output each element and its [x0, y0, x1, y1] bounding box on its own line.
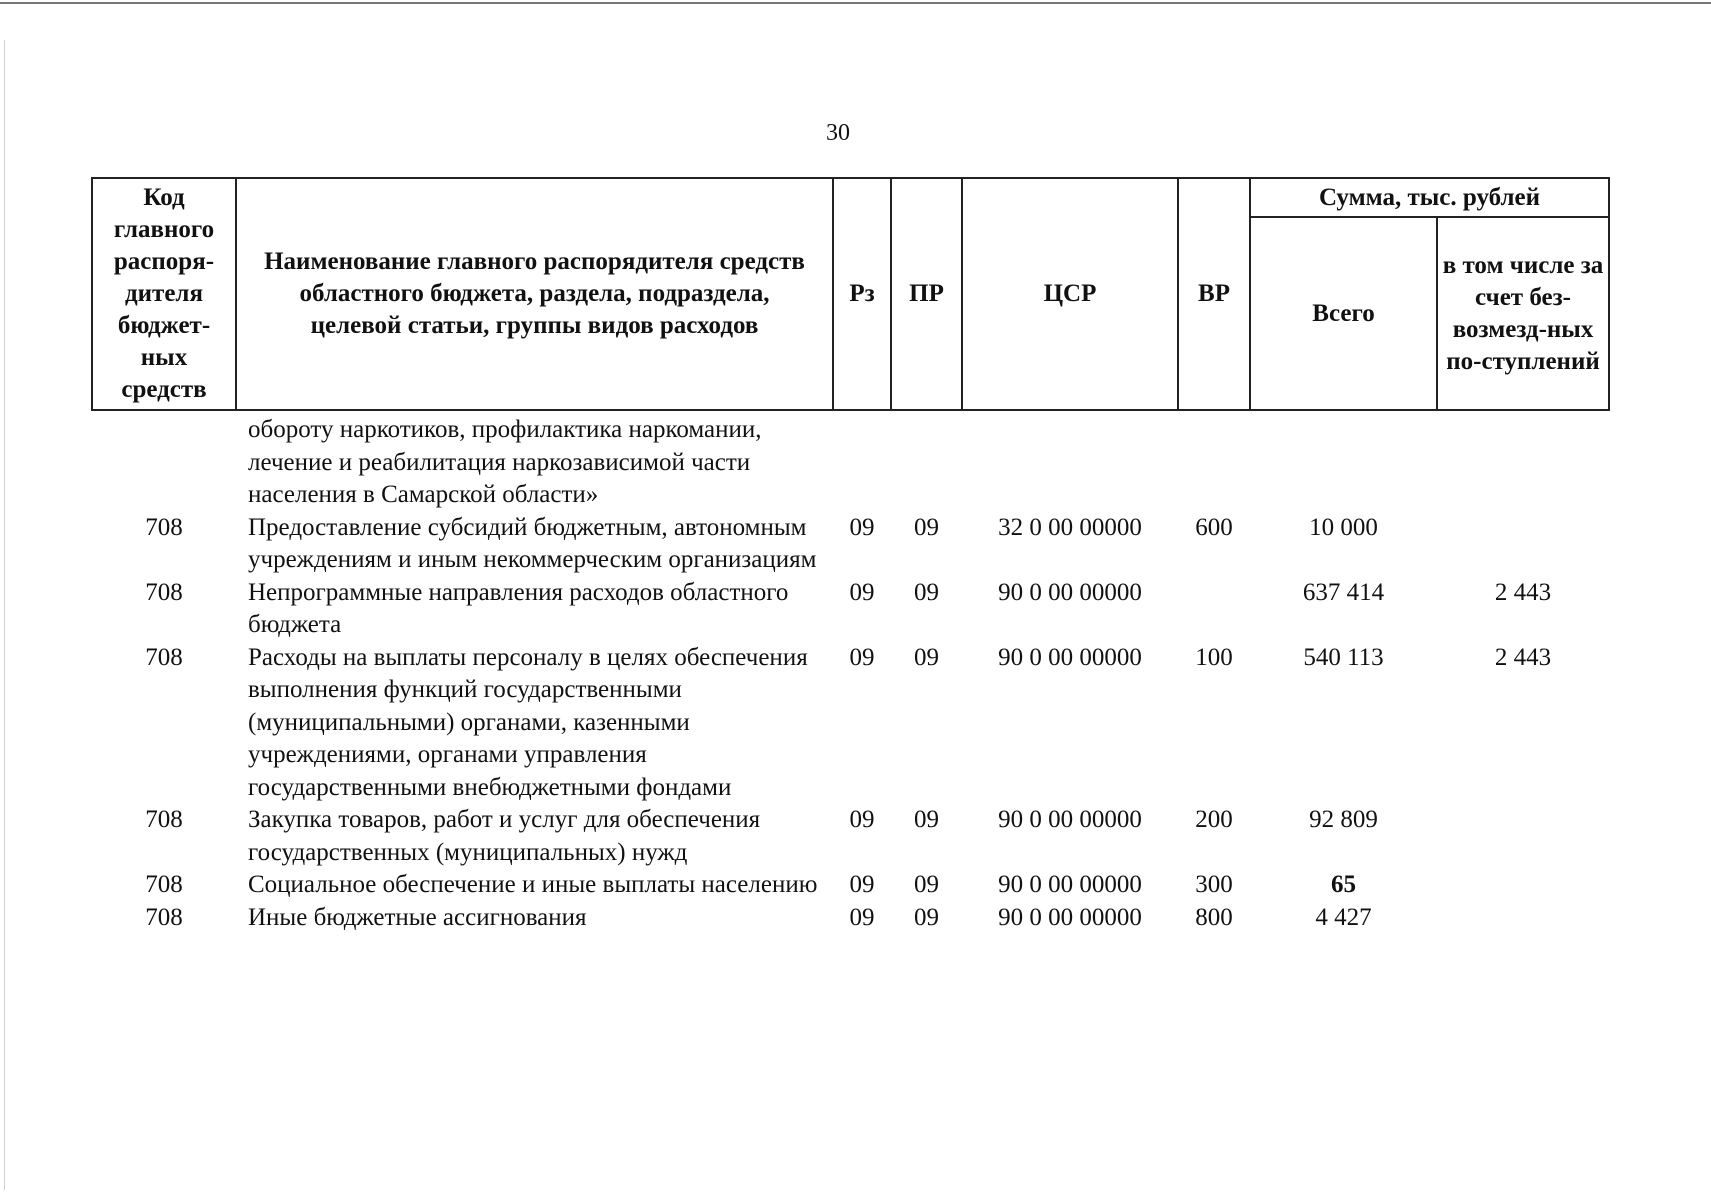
header-name: Наименование главного распорядителя средств областного бюджета, раздела, подраздела, целевой статьи, группы видов расходов	[236, 178, 833, 410]
cell-total: 10 000	[1309, 513, 1378, 541]
cell-pr: 09	[914, 903, 939, 931]
cell-csr: 90 0 00 00000	[998, 903, 1142, 931]
table-body	[92, 410, 1609, 934]
cell-free: 2 443	[1494, 643, 1552, 671]
header-pr: ПР	[891, 178, 962, 410]
cell-csr: 32 0 00 00000	[998, 513, 1142, 541]
cell-free: 2 443	[1494, 578, 1552, 606]
table-row	[92, 577, 1609, 642]
cell-name: обороту наркотиков, профилактика наркомании, лечение и реабилитация наркозависимой части населения в Самарской области»	[248, 416, 762, 508]
cell-code: 708	[145, 903, 183, 931]
cell-rz: 09	[849, 806, 875, 833]
cell-free	[1437, 902, 1609, 935]
table-row	[92, 804, 1609, 869]
cell-total: 4 427	[1315, 903, 1372, 931]
cell-csr: 90 0 00 00000	[998, 806, 1142, 833]
left-border-line	[4, 40, 5, 1190]
cell-free	[1437, 804, 1609, 869]
cell-rz: 09	[849, 578, 875, 606]
cell-code: 708	[145, 871, 183, 898]
cell-total: 637 414	[1302, 578, 1385, 606]
cell-code: 708	[145, 806, 183, 833]
cell-total: 92 809	[1309, 806, 1378, 833]
page-number: 30	[826, 120, 850, 146]
cell-free	[1437, 410, 1609, 512]
table-row	[92, 410, 1609, 512]
cell-rz: 09	[849, 903, 875, 931]
cell-code: 708	[145, 578, 183, 606]
header-free: в том числе за счет без-возмезд-ных по-ступлений	[1437, 217, 1609, 410]
cell-name: Иные бюджетные ассигнования	[248, 903, 587, 931]
cell-free	[1437, 512, 1609, 577]
cell-vr: 800	[1195, 903, 1233, 931]
table-row	[92, 512, 1609, 577]
cell-vr: 200	[1195, 806, 1233, 833]
cell-vr: 300	[1195, 871, 1233, 898]
cell-pr: 09	[914, 578, 939, 606]
header-code: Код главного распоря-дителя бюджет-ных средств	[92, 178, 236, 410]
budget-table	[91, 177, 1610, 934]
header-total: Всего	[1250, 217, 1437, 410]
cell-pr: 09	[914, 513, 939, 541]
header-vr: ВР	[1178, 178, 1250, 410]
cell-name: Расходы на выплаты персоналу в целях обеспечения выполнения функций государственными (муниципальными) органами, казенными учреждениями, органами управления государственными внебюджетными фондами	[248, 643, 808, 801]
cell-pr: 09	[914, 806, 939, 833]
header-rz: Рз	[833, 178, 891, 410]
cell-pr	[891, 410, 962, 512]
cell-total	[1250, 410, 1437, 512]
table-row	[92, 902, 1609, 935]
header-csr: ЦСР	[962, 178, 1178, 410]
table-row	[92, 642, 1609, 805]
cell-rz: 09	[849, 643, 875, 671]
cell-name: Социальное обеспечение и иные выплаты населению	[248, 871, 818, 898]
cell-pr: 09	[914, 643, 939, 671]
cell-code	[92, 410, 236, 512]
header-sum-group: Сумма, тыс. рублей	[1250, 178, 1609, 217]
table-header	[92, 178, 1609, 410]
cell-code: 708	[145, 643, 183, 671]
cell-code: 708	[145, 513, 183, 541]
cell-rz: 09	[849, 513, 875, 541]
cell-vr	[1178, 577, 1250, 642]
cell-vr	[1178, 410, 1250, 512]
cell-name: Предоставление субсидий бюджетным, автономным учреждениям и иным некоммерческим организациям	[248, 513, 817, 573]
cell-csr	[962, 410, 1178, 512]
cell-name: Непрограммные направления расходов областного бюджета	[248, 578, 789, 638]
cell-free	[1437, 869, 1609, 902]
cell-rz: 09	[849, 871, 875, 898]
cell-pr: 09	[914, 871, 939, 898]
cell-total: 65	[1331, 871, 1356, 898]
cell-csr: 90 0 00 00000	[998, 643, 1142, 671]
cell-rz	[833, 410, 891, 512]
table-row	[92, 869, 1609, 902]
top-border-line	[0, 2, 1711, 4]
cell-csr: 90 0 00 00000	[998, 871, 1142, 898]
cell-vr: 600	[1195, 513, 1233, 541]
cell-name: Закупка товаров, работ и услуг для обеспечения государственных (муниципальных) нужд	[248, 806, 761, 866]
cell-vr: 100	[1195, 643, 1233, 671]
cell-csr: 90 0 00 00000	[998, 578, 1142, 606]
cell-total: 540 113	[1303, 643, 1384, 671]
